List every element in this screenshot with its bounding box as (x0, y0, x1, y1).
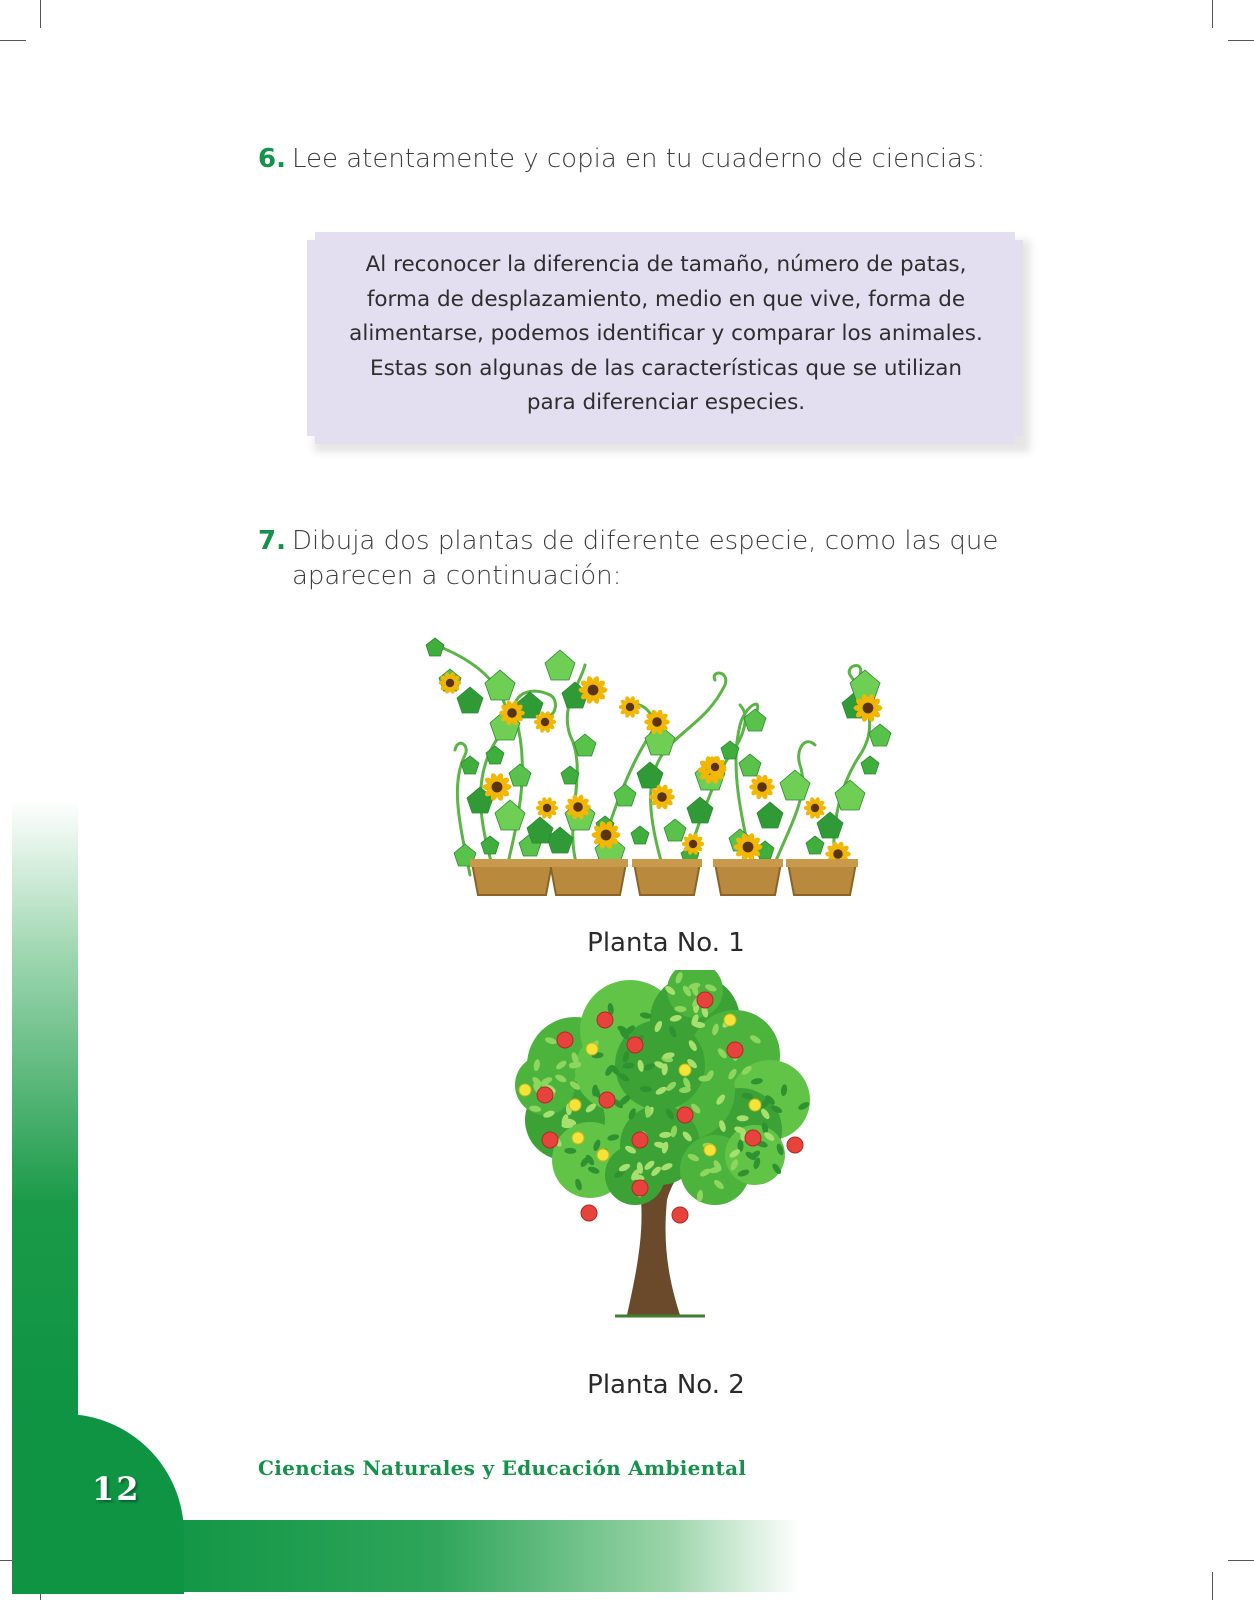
yellow-fruit (597, 1149, 609, 1161)
instruction-text: Dibuja dos plantas de diferente especie, como las que aparecen a continuación: (291, 526, 999, 591)
ivy-leaf (457, 687, 483, 713)
sunflower-center (711, 763, 719, 771)
crop-mark (1212, 0, 1213, 28)
red-fruit (537, 1087, 553, 1103)
ivy-leaf (757, 802, 783, 828)
pot-rim (713, 859, 783, 867)
side-gradient-bar (12, 800, 78, 1420)
pot-rim (632, 859, 702, 867)
ivy-leaf (806, 836, 824, 854)
instruction-6 (258, 142, 1138, 177)
red-fruit (557, 1032, 573, 1048)
note-line: forma de desplazamiento, medio en que vive, forma de (366, 286, 966, 312)
instruction-7 (258, 524, 1082, 594)
note-line: Al reconocer la diferencia de tamaño, número de patas, (365, 252, 967, 277)
plant-pot (472, 863, 552, 895)
yellow-fruit (569, 1099, 581, 1111)
pot-rim (470, 859, 554, 867)
note-line: Estas son algunas de las características que se utilizan (370, 355, 962, 381)
ivy-leaf (756, 841, 774, 859)
ivy-leaf (545, 650, 575, 680)
ivy-leaf (481, 836, 499, 854)
pot-rim (786, 859, 858, 867)
crop-mark (1228, 1560, 1254, 1561)
ivy-leaf (631, 826, 649, 844)
bottom-gradient-bar (140, 1520, 800, 1592)
sunflower-center (541, 718, 549, 726)
instruction-number: 6. (258, 144, 286, 174)
crop-mark (1212, 1572, 1213, 1600)
yellow-fruit (749, 1099, 761, 1111)
ivy-leaf (485, 670, 515, 700)
sunflower-center (601, 830, 612, 841)
red-fruit (745, 1130, 761, 1146)
sunflower-center (689, 840, 697, 848)
ivy-leaf (817, 812, 843, 838)
instruction-text: Lee atentamente y copia en tu cuaderno de ciencias: (291, 144, 986, 174)
red-fruit (597, 1012, 613, 1028)
red-fruit (672, 1207, 688, 1223)
red-fruit (632, 1180, 648, 1196)
sunflower-center (657, 792, 667, 802)
sunflower-center (507, 708, 517, 718)
crop-mark (40, 0, 41, 28)
sunflower-center (811, 804, 819, 812)
sunflower-center (573, 802, 583, 812)
figure-caption: Planta No. 1 (587, 928, 745, 958)
ivy-leaf (780, 770, 810, 800)
instruction-number: 7. (258, 526, 286, 556)
sunflower-plant-illustration (410, 625, 910, 915)
sunflower-center (543, 804, 551, 812)
red-fruit (581, 1205, 597, 1221)
red-fruit (599, 1092, 615, 1108)
sunflower-center (492, 782, 503, 793)
note-line: alimentarse, podemos identificar y comparar los animales. (349, 321, 983, 346)
ivy-leaf (486, 746, 504, 764)
sunflower-center (652, 717, 662, 727)
crop-mark (0, 40, 26, 41)
ivy-leaf (869, 724, 891, 746)
ivy-leaf (509, 764, 531, 786)
yellow-fruit (572, 1132, 584, 1144)
note-line: para diferenciar especies. (526, 390, 806, 415)
red-fruit (632, 1132, 648, 1148)
sunflower-center (743, 842, 754, 853)
ivy-leaf (637, 762, 663, 788)
sunflower-center (757, 782, 767, 792)
red-fruit (542, 1132, 558, 1148)
ivy-leaf (835, 780, 865, 810)
crop-mark (1228, 40, 1254, 41)
ivy-leaf (527, 817, 553, 843)
yellow-fruit (586, 1043, 598, 1055)
page-number: 12 (92, 1470, 141, 1508)
red-fruit (627, 1037, 643, 1053)
sunflower-center (588, 685, 599, 696)
yellow-fruit (704, 1144, 716, 1156)
plant-pot (788, 863, 856, 895)
ivy-leaf (614, 784, 636, 806)
red-fruit (727, 1042, 743, 1058)
yellow-fruit (724, 1014, 736, 1026)
plant-pot (634, 863, 700, 895)
red-fruit (697, 992, 713, 1008)
sunflower-center (446, 679, 454, 687)
yellow-fruit (679, 1064, 691, 1076)
ivy-leaf (861, 756, 879, 774)
plant-pot (715, 863, 781, 895)
sunflower-center (833, 849, 843, 859)
ivy-leaf (664, 819, 686, 841)
plant-pot (550, 863, 626, 895)
ivy-leaf (426, 638, 444, 656)
note-box-text (330, 248, 1002, 421)
sunflower-center (863, 703, 874, 714)
sunflower-center (626, 703, 634, 711)
ivy-leaf (574, 734, 596, 756)
book-title: Ciencias Naturales y Educación Ambiental (258, 1456, 747, 1480)
pot-rim (548, 859, 628, 867)
yellow-fruit (519, 1084, 531, 1096)
figure-caption: Planta No. 2 (587, 1370, 745, 1400)
red-fruit (787, 1137, 803, 1153)
ivy-leaf (739, 754, 761, 776)
red-fruit (677, 1107, 693, 1123)
fruit-tree-illustration (495, 970, 825, 1330)
